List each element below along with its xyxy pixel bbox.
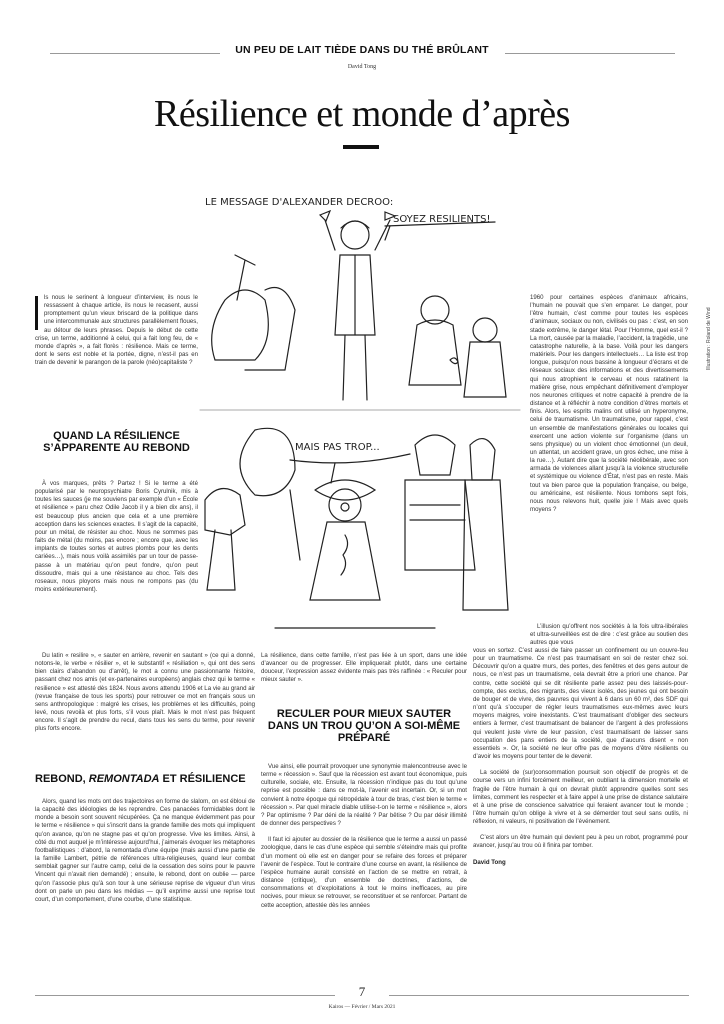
heading-part: ET RÉSILIENCE [159,773,246,785]
section-heading-remontada [35,773,265,785]
section1-block [35,480,198,602]
illusion-paragraph: L’illusion qu’offrent nos sociétés à la fois ultra-libérales et ultra-surveillées est de dire : c’est grâce au soutien des autres que vous [530,623,688,647]
section1-paragraph: À vos marques, prêts ? Partez ! Si le terme a été popularisé par le neuropsychiatre Boris Cyrulnik, mis à toutes les sauces (je me souviens par exemple d’un « École et résilience » paru chez Odile Jacob il y a bien dix ans), il est beaucoup plus ancien que cela et a une première acception dans les sciences exactes. Il s’agit de la capacité, pour un métal, de résister au choc. Nous ne sommes pas faits de métal (du moins, pas encore ; encore que, avec les implants de toutes sortes et autres plombs pour les dents cariées…), mais nous voilà assimilés par un tour de passe-passe à un matériau qu’on peut fondre, qu’on peut dissoudre, mais qui a une résistance au choc. Tels des roseaux, nous ployons mais nous ne rompons pas (du moins extérieurement). [35,480,198,594]
cartoon-speech-top: SOYEZ RESILIENTS! [393,214,491,225]
cartoon-drawing [195,160,525,640]
confinement-paragraph: vous en sortez. C’est aussi de faire passer un confinement ou un couvre-feu pour un traumatisme. Ce n’est pas traumatisant en soi de rester chez soi. Découvrir qu’on a quatre murs, des portes, des fenêtres et des gens autour de nous, ce n’est pas un traumatisme, cela devrait être a priori une chance. Par contre, cette société qui se dit résiliente parle assez peu des laissés-pour-compte, des exclus, des migrants, des vieux isolés, des jeunes qui ont besoin de bouger et de vivre, des pauvres qui vivent à 6 dans un 60 m², des SDF qui n’ont qu’à s’occuper de régler leurs traumatismes eux-mêmes avec leurs moyens maigres, voire inexistants. C’est traumatisant d’obliger des secteurs entiers à fermer, c’est traumatisant de balancer de l’argent à des professions qui veulent juste vivre de leur passion, c’est traumatisant de laisser sans occupation des pans entiers de la société, que d’aucuns disent « non essentiels ». Or, la société ne leur offre pas de moyens d’être résilients ou d’avoir les moyens pour tenter de le devenir. [473,647,688,761]
left-wide-block [35,652,255,742]
section-heading-rebond: QUAND LA RÉSILIENCE S’APPARENTE AU REBOND [43,430,190,454]
title-underline [343,145,379,149]
heading-part-italic: REMONTADA [88,773,160,785]
slalom-paragraph: Alors, quand les mots ont des trajectoires en forme de slalom, on est ébloui de la capacité des idéologies de les reprendre. Ces panacées formidables dont le monde a besoin sont souvent récupérées. Ça ne manque évidemment pas pour le terme « résilience » qui s’inscrit dans la grande famille des mots qui impliquent qu’on avance, qu’on ne stagne pas et qu’on progresse. Vive les limites. Ainsi, à côté du mot auquel je m’intéresse aujourd’hui, j’aimerais évoquer les métaphores footballistiques : d’abord, la remontada d’une équipe (mais aussi d’une partie de la famille Lambert, pétrie de références ultra-religieuses, quand leur combat semblait gagner sur l’autre camp, celui de la cessation des soins pour le pauvre Vincent qui n’avait rien demandé) ; ensuite, le rebond, dont on oublie — parce qu’on l’associe plus qu’à son tour à une sérieuse reprise de vigueur d’un virus dont on parle un peu dans les médias — qu’il exprime aussi une reprise tout court, d’un comportement, d’une courbe, d’une statistique. [35,798,255,903]
section3-block [261,763,467,918]
page-number: 7 [358,984,366,999]
article-title: Résilience et monde d’après [154,93,570,135]
rubric-author: David Tong [347,64,377,70]
intro-paragraph: ls nous le serinent à longueur d’interview, ils nous le ressassent à chaque article, ils nous le recasent, aussi promptement qu’un vieux briscard de la politique dans une intercommunale aux structures parallèlement floues, au détour de leurs phrases. Depuis le début de cette crise, un terme, additionné à celui, qui a fait long feu, de « monde d’après », a fait florès : résilience. Mais ce terme, dont le sens est noble et la portée, digne, n’est-il pas en train de devenir le parangon de la parole (néo)capitaliste ? [35,294,198,367]
latin-paragraph: Du latin « resilire », « sauter en arrière, revenir en sautant » (ce qui a donné, notons-le, le verbe « résilier », et le substantif « résiliation », qui ont des sens bien clairs d’abandon ou d’arrêt), le mot a connu une passionnante histoire, passant chez nos amis (et ex-partenaires européens) anglais chez qui le terme « resilience » est attesté dès 1824. Nous avons attendu 1906 et La vie au grand air (revue française de tous les sports) pour retrouver ce mot en français sous un sens anthropologique : malgré les crises, les problèmes et les difficultés, poing levé, nous revoilà et plus forts, s’il vous plaît. Mais le mot n’est pas fréquent encore. Il s’agit de prendre du recul, dans tous les sens du terme, pour revenir plus forts encore. [35,652,255,733]
recession-paragraph: Vue ainsi, elle pourrait provoquer une synonymie malencontreuse avec le terme « récession ». Sauf que la récession est avant tout économique, puis culturelle, sociale, etc. Ensuite, la récession n’indique pas du tout qu’une reprise est possible : dans ce mot-là, l’avenir est incertain. Or, si un mot convient à notre époque qui rétropédale à tour de bras, c’est bien le terme « récession ». Par quel miracle diable utilise-t-on le terme « résilience », alors ? Par optimisme ? Par déni de la réalité ? Par bêtise ? Ou par désir illimité de donner des perspectives ? [261,763,467,828]
heading-part: REBOND, [35,773,89,785]
right-wide-block [473,647,688,875]
robot-paragraph: C’est alors un être humain qui devient peu à peu un robot, programmé pour avancer, jusqu’au trou où il finira par tomber. [473,834,688,850]
cartoon-speech-bottom: MAIS PAS TROP... [295,442,380,453]
intro-block [35,294,198,375]
author-signature: David Tong [473,858,506,866]
section-rubric: UN PEU DE LAIT TIÈDE DANS DU THÉ BRÛLANT [0,44,724,56]
zoologique-paragraph: Il faut ici ajouter au dossier de la résilience que le terme a aussi un passé zoologique, dans le cas d’une espèce qui semble s’éteindre mais qui profite d’un moment où elle est en danger pour se refaire des forces et préparer l’avenir de l’espèce. Tout le contraire d’une course en avant, la résilience de l’espèce humaine aurait consisté en l’action de se mettre en retrait, à distance (critique), d’un ensemble de doctrines, d’actions, de consommations et d’exploitations à tout le moins inefficaces, au pire nocives, pour mieux se retrouver, se reconstituer et se renforcer. Partant de cette acception, attestée dès les années [261,836,467,909]
consommation-paragraph: La société de (sur)consommation poursuit son objectif de progrès et de course vers un infini forcément meilleur, en oubliant la dimension mortelle et fragile de l’être humain à qui on devrait plutôt apprendre quelles sont ses limites, comment les respecter et à faire appel à une prise de distance salutaire et à une prise de conscience salvatrice qui feraient avancer tout le monde ; l’être humain qu’on oblige à vivre et à se démerder tout seul sans outils, ni réflexion, ni valeurs, ni positivation de l’événement. [473,769,688,826]
section2-block [35,798,255,912]
publication-info: Kairos — Février / Mars 2021 [328,1004,396,1010]
section-heading-reculer: RECULER POUR MIEUX SAUTER DANS UN TROU QU’ON A SOI-MÊME PRÉPARÉ [267,708,461,744]
illustration-credit: Illustration : Roland de Wind [706,307,712,370]
middle-block [261,652,467,693]
cartoon-caption-top: LE MESSAGE D'ALEXANDER DECROO: [205,197,394,208]
drop-cap-bar [35,296,38,330]
danger-paragraph: 1960 pour certaines espèces d’animaux africains, l’humain ne pouvait que s’en emparer. Le danger, pour l’être humain, c’est comme pour toutes les espèces d’animaux, sociaux ou non, civilisés ou pas : c’est, en son stade extrême, le danger létal. Pour l’Homme, quel est-il ? La mort, causée par la maladie, l’accident, la tragédie, une catastrophe naturelle, à la base. Voilà pour les dangers matériels. Pour les dangers intellectuels… La liste est trop longue, puisqu’on nous bassine à longueur d’écrans et de réseaux sociaux des informations et des divertissements qui nous atrophient le cerveau et nous ratatinent la matière grise, nous empêchant définitivement d’employer nos neurones critiques et notre capacité à prendre de la distance et à réfléchir à notre condition d’êtres mortels et finis. Alors, les esprits malins ont utilisé un hyperonyme, celui de traumatisme. Un traumatisme, pour rappel, c’est un ensemble de manifestations générales ou locales qui exercent une action violente sur l’organisme (dans un sens physique) ou un violent choc émotionnel (un deuil, un attentat, un accident grave, un gros échec, une mise à la rue…). Autant dire que la société néolibérale, avec son armada de violences allant jusqu’à la violence structurelle et systémique ou violence d’État, n’est pas en reste. Mais tout va bien parce que la population française, ou belge, ou américaine, est résiliente. Nous tombons sept fois, nous nous relevons huit, quelle joie ! Mais avec quels moyens ? [530,294,688,514]
cartoon-illustration [195,160,525,640]
right-block [530,294,688,522]
famille-paragraph: La résilience, dans cette famille, n’est pas liée à un sport, dans une idée d’avancer ou de progresser. Elle impliquerait plutôt, dans une certaine douceur, l’expression assez évidente mais pas très raffinée : « Reculer pour mieux sauter ». [261,652,467,684]
